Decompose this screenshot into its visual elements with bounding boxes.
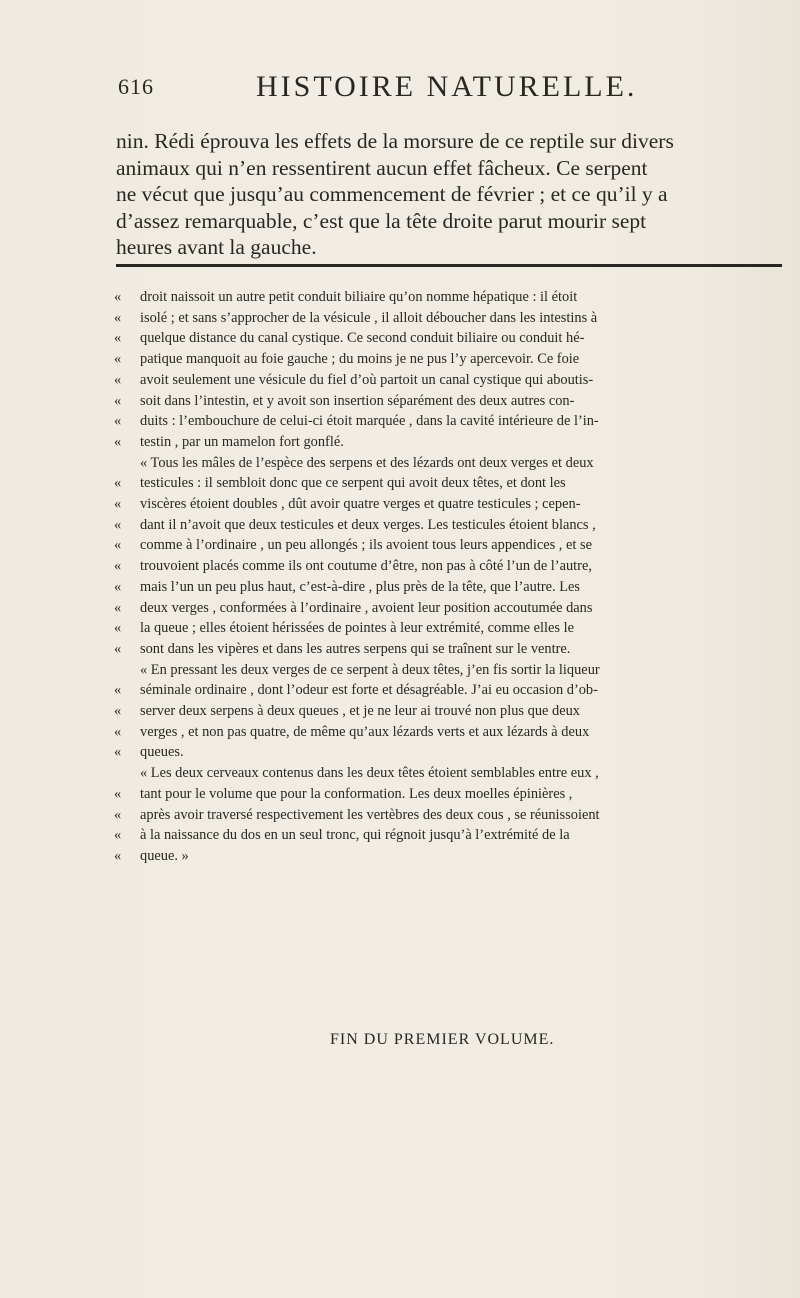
quote-mark: « [114,433,122,450]
footnote-line [114,370,782,391]
footnote-line-text: droit naissoit un autre petit conduit biliaire qu’on nomme hépatique : il étoit [140,289,578,305]
quote-mark: « [114,558,122,575]
quote-mark: « [114,682,122,699]
separator-rule [116,264,782,267]
footnote-line-text: mais l’un un peu plus haut, c’est-à-dire , plus près de la tête, que l’autre. Les [140,578,580,595]
quote-mark: « [114,847,122,864]
quote-mark: « [114,475,122,492]
footnote-line-text: après avoir traversé respectivement les vertèbres des deux cous , se réunissoient [140,806,600,823]
footnote-line [114,432,782,453]
quote-mark: « [114,330,122,347]
quote-mark: « [114,289,122,305]
footnote-line-text: séminale ordinaire , dont l’odeur est forte et désagréable. J’ai eu occasion d’ob- [140,682,598,699]
footnote-line-text: verges , et non pas quatre, de même qu’aux lézards verts et aux lézards à deux [140,723,590,740]
footnote-line-text: soit dans l’intestin, et y avoit son insertion séparément des deux autres con- [140,392,575,409]
footnote-line-text: « Tous les mâles de l’espèce des serpens et des lézards ont deux verges et deux [140,454,594,471]
quote-mark: « [114,392,122,409]
footnote-line-text: server deux serpens à deux queues , et je ne leur ai trouvé non plus que deux [140,703,580,720]
main-text-line: animaux qui n’en ressentirent aucun effet fâcheux. Ce serpent [116,155,648,180]
footnote-line [114,660,782,681]
quote-mark: « [114,620,122,637]
footnote-line [114,846,782,867]
footnote-line [114,328,782,349]
footnote-block [114,287,782,867]
footnote-line-text: isolé ; et sans s’approcher de la vésicule , il alloit déboucher dans les intestins à [140,309,598,326]
quote-mark: « [114,496,122,513]
footnote-line [114,391,782,412]
end-of-volume: FIN DU PREMIER VOLUME. [330,1031,555,1048]
footnote-line-text: patique manquoit au foie gauche ; du moins je ne pus l’y apercevoir. Ce foie [140,351,580,368]
page-header [118,70,780,110]
footnote-line [114,535,782,556]
footnote-line-text: « En pressant les deux verges de ce serpent à deux têtes, j’en fis sortir la liqueur [140,661,600,678]
running-title: HISTOIRE NATURELLE. [256,70,638,103]
quote-mark: « [114,537,122,554]
main-text-line: ne vécut que jusqu’au commencement de février ; et ce qu’il y a [116,182,668,206]
footnote-line-text: deux verges , conformées à l’ordinaire , avoient leur position accoutumée dans [140,599,593,616]
quote-mark: « [114,640,122,657]
quote-mark: « [114,703,122,720]
page-number: 616 [118,74,154,99]
footnote-line-text: dant il n’avoit que deux testicules et deux verges. Les testicules étoient blancs , [140,516,596,533]
main-text-line: heures avant la gauche. [116,235,317,259]
footnote-line-text: viscères étoient doubles , dût avoir quatre verges et quatre testicules ; cepen- [140,496,581,513]
quote-mark: « [114,744,122,761]
main-text-line: nin. Rédi éprouva les effets de la morsure de ce reptile sur divers [116,129,674,153]
footnote-line [114,556,782,577]
footnote-line [114,473,782,494]
footnote-line [114,763,782,784]
footnote-line [114,784,782,805]
footnote-line [114,598,782,619]
quote-mark: « [114,351,122,368]
quote-mark: « [114,309,122,326]
footnote-line-text: testicules : il sembloit donc que ce serpent qui avoit deux têtes, et dont les [140,475,566,492]
quote-mark: « [114,371,122,388]
footnote-line [114,680,782,701]
footnote-line-text: avoit seulement une vésicule du fiel d’où partoit un canal cystique qui aboutis- [140,371,594,388]
footnote-line [114,287,782,308]
footnote-line [114,494,782,515]
footnote-line [114,742,782,763]
footnote-line-text: queue. » [140,847,189,864]
main-text-line: d’assez remarquable, c’est que la tête droite parut mourir sept [116,208,647,233]
footnote-line [114,805,782,826]
footnote-line-text: trouvoient placés comme ils ont coutume d’être, non pas à côté l’un de l’autre, [140,558,592,575]
quote-mark: « [114,413,122,430]
footnote-line [114,722,782,743]
footnote-line [114,618,782,639]
footnote-line [114,701,782,722]
footnote-line [114,639,782,660]
quote-mark: « [114,806,122,823]
footnote-line [114,825,782,846]
footnote-line-text: quelque distance du canal cystique. Ce second conduit biliaire ou conduit hé- [140,330,585,347]
footnote-line-text: sont dans les vipères et dans les autres serpens qui se traînent sur le ventre. [140,640,571,657]
quote-mark: « [114,827,122,844]
quote-mark: « [114,785,122,802]
footnote-line-text: testin , par un mamelon fort gonflé. [140,433,344,450]
footnote-line [114,515,782,536]
footnote-line [114,577,782,598]
quote-mark: « [114,723,122,740]
footnote-line-text: duits : l’embouchure de celui-ci étoit marquée , dans la cavité intérieure de l’in- [140,413,599,430]
footnote-line [114,453,782,474]
main-paragraph [116,128,782,261]
quote-mark: « [114,516,122,533]
footnote-line-text: à la naissance du dos en un seul tronc, qui régnoit jusqu’à l’extrémité de la [140,827,570,844]
footnote-line [114,349,782,370]
footnote-line-text: « Les deux cerveaux contenus dans les deux têtes étoient semblables entre eux , [140,765,599,782]
footnote-line [114,411,782,432]
footnote-line-text: queues. [140,744,184,761]
quote-mark: « [114,578,122,595]
footnote-line-text: comme à l’ordinaire , un peu allongés ; ils avoient tous leurs appendices , et se [140,537,592,554]
footnote-line-text: tant pour le volume que pour la conformation. Les deux moelles épinières , [140,785,573,802]
footnote-line-text: la queue ; elles étoient hérissées de pointes à leur extrémité, comme elles le [140,620,574,637]
quote-mark: « [114,599,122,616]
footnote-line [114,308,782,329]
